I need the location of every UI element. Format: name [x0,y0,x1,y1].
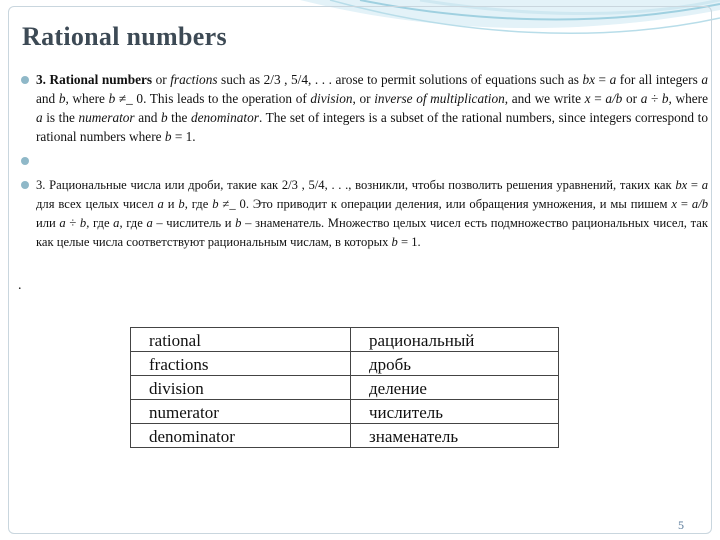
text-run: , где [184,197,213,211]
text-run: = 1. [397,235,421,249]
page-number: 5 [678,518,684,532]
italic-run: a [59,216,66,230]
bullet-icon [21,181,29,189]
text-run: and [134,110,161,125]
text-run: is the [42,110,79,125]
text-run: ≠_ 0. This leads to the operation of [115,91,311,106]
term-en: numerator [131,400,351,424]
text-run: for all integers [616,72,702,87]
table-row [131,328,559,352]
text-run: = 1. [171,129,196,144]
table-row [131,400,559,424]
italic-run: b [391,235,398,249]
italic-run: bx [582,72,596,87]
text-run: or [152,72,171,87]
italic-run: a [701,178,708,192]
italic-run: x [671,197,677,211]
text-run: , and we write [504,91,585,106]
term-ru: рациональный [351,328,559,352]
italic-run: a, [113,216,123,230]
term-en: division [131,376,351,400]
bullet-icon [21,76,29,84]
italic-run: denominator [190,110,259,125]
italic-run: a [640,91,648,106]
term-en: rational [131,328,351,352]
text-run: ÷ [65,216,80,230]
vocabulary-table [130,327,559,448]
italic-run: b [212,197,219,211]
text-run: 3. Рациональные числа или дроби, такие как 2/3 , 5/4, . . ., возникли, чтобы позволить решения уравнений, таких как [36,178,676,192]
italic-run: a [146,216,153,230]
italic-run: a [609,72,617,87]
text-run: , or [352,91,375,106]
table-row [131,424,559,448]
table-row [131,352,559,376]
text-run: . The set of integers is a subset of the rational numbers, since integers correspond to rational numbers where [36,110,708,144]
text-run: such as 2/3 , 5/4, . . . arose to permit solutions of equations such as [217,72,583,87]
italic-run: a [701,72,708,87]
italic-run: a/b [691,197,708,211]
text-run: где [122,216,147,230]
text-run: для всех целых чисел [36,197,158,211]
text-run: and [36,91,59,106]
italic-run: b, [79,216,90,230]
text-run: where [671,91,709,106]
italic-run: inverse of multiplication [374,91,505,106]
italic-run: numerator [78,110,135,125]
stray-dot: . [18,278,22,293]
term-ru: числитель [351,400,559,424]
text-run: , where [65,91,109,106]
paragraph-english [36,70,708,146]
italic-run: b [178,197,185,211]
slide-title: Rational numbers [22,22,227,51]
text-run: or [622,91,641,106]
italic-run: b [108,91,116,106]
italic-run: a [157,197,164,211]
text-run: = [687,178,702,192]
italic-run: b [235,216,242,230]
term-ru: знаменатель [351,424,559,448]
text-run: = [676,197,692,211]
term-en: fractions [131,352,351,376]
italic-run: x [584,91,591,106]
text-run: или [36,216,60,230]
table-row [131,376,559,400]
text-run: ÷ [647,91,662,106]
text-run: the [167,110,191,125]
italic-run: fractions [170,72,218,87]
italic-run: a [36,110,43,125]
text-run: и [163,197,179,211]
italic-run: b [58,91,66,106]
term-ru: дробь [351,352,559,376]
text-run: – знаменатель. Множество целых чисел есть подмножество рациональных чисел, так как целые числа соответствуют рациональным числам, в которых [36,216,708,249]
text-run: = [590,91,606,106]
text-run: где [89,216,114,230]
lead-text: 3. Rational numbers [36,72,153,87]
italic-run: a/b [605,91,623,106]
italic-run: b [160,110,168,125]
text-run: = [595,72,610,87]
term-ru: деление [351,376,559,400]
italic-run: b [164,129,172,144]
text-run: ≠_ 0. Это приводит к операции деления, или обращения умножения, и мы пишем [218,197,672,211]
term-en: denominator [131,424,351,448]
italic-run: division [310,91,353,106]
bullet-icon [21,157,29,165]
paragraph-russian [36,176,708,252]
italic-run: bx [675,178,688,192]
text-run: – числитель и [152,216,236,230]
italic-run: b, [661,91,672,106]
